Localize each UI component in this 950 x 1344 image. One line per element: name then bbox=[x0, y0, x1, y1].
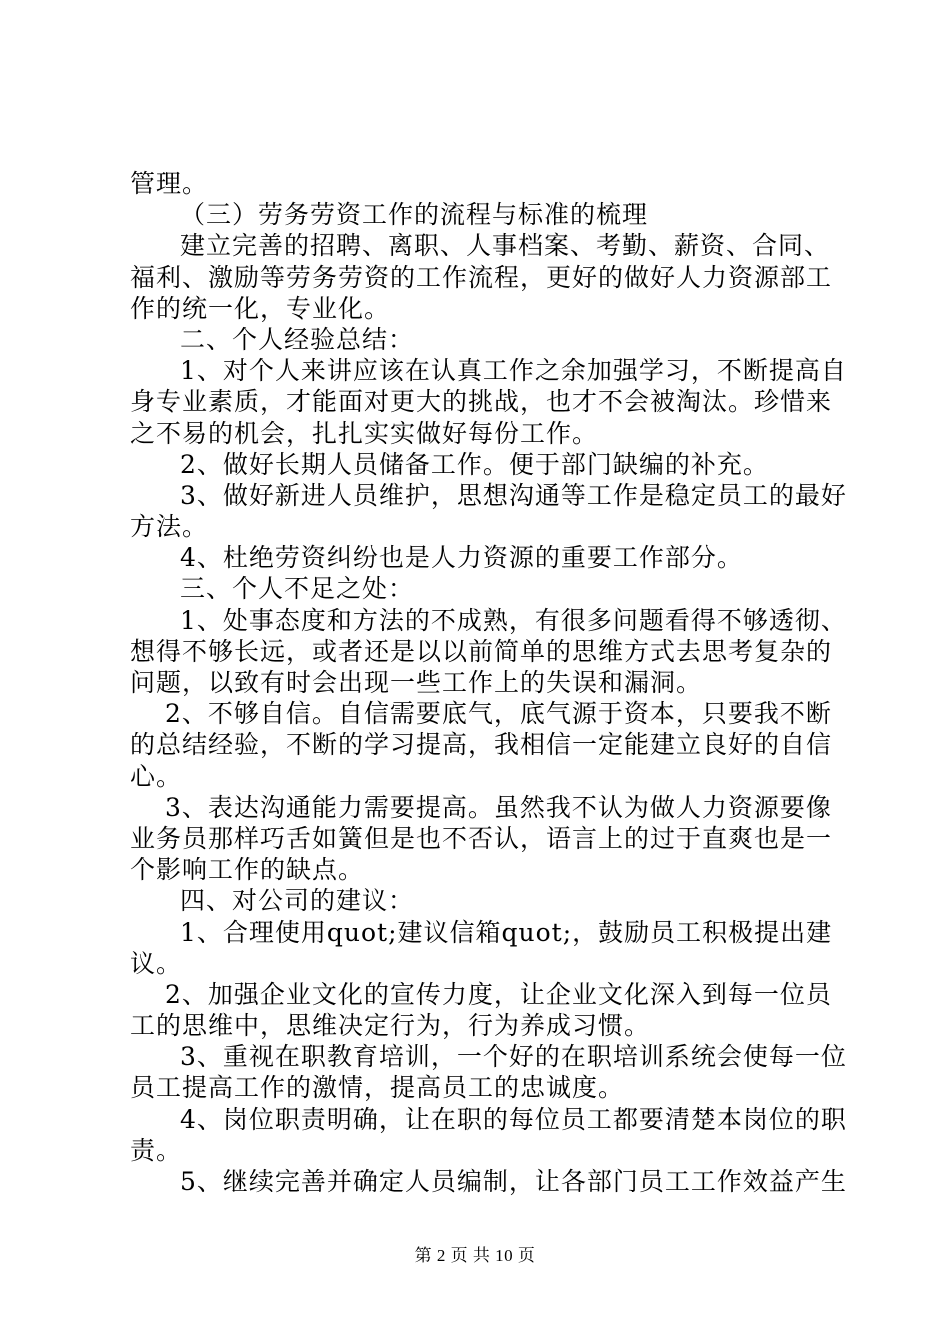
text-line: 员工提高工作的激情，提高员工的忠诚度。 bbox=[130, 1073, 625, 1103]
text-line: 5、继续完善并确定人员编制，让各部门员工工作效益产生 bbox=[180, 1167, 847, 1196]
text-line: 1、处事态度和方法的不成熟，有很多问题看得不够透彻、 bbox=[180, 605, 847, 635]
text-line: 的总结经验，不断的学习提高，我相信一定能建立良好的自信 bbox=[130, 730, 833, 760]
text-line: 业务员那样巧舌如簧但是也不否认，语言上的过于直爽也是一 bbox=[130, 823, 833, 853]
text-line: 责。 bbox=[130, 1135, 183, 1165]
text-line: 作的统一化，专业化。 bbox=[130, 293, 391, 323]
text-line: 问题，以致有时会出现一些工作上的失误和漏洞。 bbox=[130, 668, 703, 697]
text-line: 1、合理使用quot;建议信箱quot;，鼓励员工积极提出建 bbox=[180, 917, 833, 947]
text-line: 个影响工作的缺点。 bbox=[130, 855, 365, 885]
text-line: 管理。 bbox=[130, 169, 209, 198]
text-line: 方法。 bbox=[130, 512, 209, 542]
section-heading: 三、个人不足之处： bbox=[180, 574, 415, 604]
page-footer: 第 2 页 共 10 页 bbox=[414, 1246, 536, 1265]
section-heading: 二、个人经验总结： bbox=[180, 324, 415, 354]
text-line: 福利、激励等劳务劳资的工作流程，更好的做好人力资源部工 bbox=[130, 262, 833, 292]
text-line: 2、不够自信。自信需要底气，底气源于资本，只要我不断 bbox=[165, 699, 832, 729]
text-line: 想得不够长远，或者还是以以前简单的思维方式去思考复杂的 bbox=[130, 636, 833, 666]
text-line: 议。 bbox=[130, 948, 183, 978]
text-line: 建立完善的招聘、离职、人事档案、考勤、薪资、合同、 bbox=[180, 231, 831, 261]
text-line: 4、岗位职责明确，让在职的每位员工都要清楚本岗位的职 bbox=[180, 1104, 847, 1134]
body-text bbox=[130, 168, 847, 1197]
section-heading: （三）劳务劳资工作的流程与标准的梳理 bbox=[180, 200, 649, 230]
text-line: 3、表达沟通能力需要提高。虽然我不认为做人力资源要像 bbox=[165, 792, 832, 822]
text-line: 工的思维中，思维决定行为，行为养成习惯。 bbox=[130, 1011, 651, 1041]
text-line: 3、做好新进人员维护，思想沟通等工作是稳定员工的最好 bbox=[180, 480, 847, 510]
text-line: 2、加强企业文化的宣传力度，让企业文化深入到每一位员 bbox=[165, 979, 832, 1009]
text-line: 心。 bbox=[130, 761, 183, 791]
text-line: 3、重视在职教育培训，一个好的在职培训系统会使每一位 bbox=[180, 1042, 847, 1072]
text-line: 1、对个人来讲应该在认真工作之余加强学习，不断提高自 bbox=[180, 356, 847, 386]
text-line: 之不易的机会，扎扎实实做好每份工作。 bbox=[130, 418, 599, 448]
text-line: 身专业素质，才能面对更大的挑战，也才不会被淘汰。珍惜来 bbox=[130, 387, 833, 417]
section-heading: 四、对公司的建议： bbox=[180, 886, 415, 916]
text-line: 2、做好长期人员储备工作。便于部门缺编的补充。 bbox=[180, 449, 769, 479]
text-line: 4、杜绝劳资纠纷也是人力资源的重要工作部分。 bbox=[180, 543, 743, 573]
